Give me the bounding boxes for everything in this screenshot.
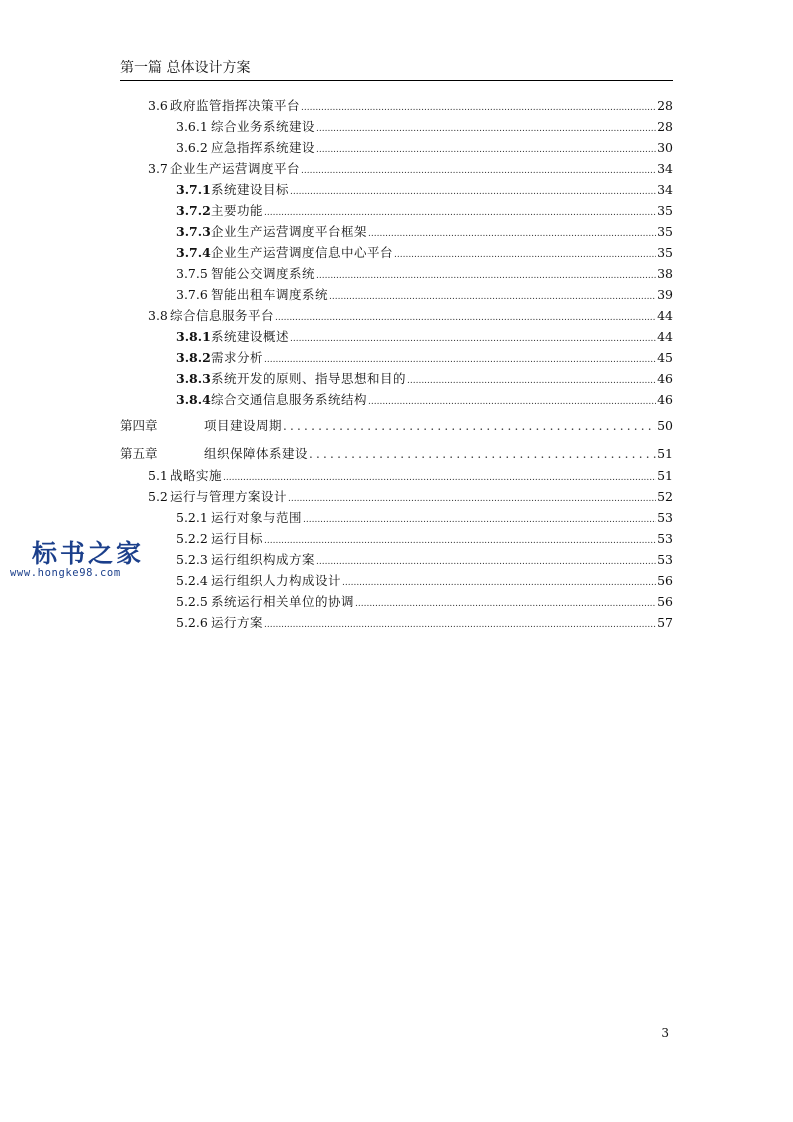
toc-number: 3.7.1 <box>176 182 211 197</box>
toc-number: 5.2 <box>148 489 168 504</box>
toc-title: 系统运行相关单位的协调 <box>211 594 355 609</box>
toc-entry-3-7-3[interactable] <box>176 222 673 242</box>
toc-entry-5-2-5[interactable] <box>176 592 673 612</box>
toc-number: 5.2.1 <box>176 510 208 525</box>
toc-number: 5.2.5 <box>176 594 208 609</box>
toc-number: 第四章 <box>120 418 158 433</box>
toc-number: 3.6.2 <box>176 140 208 155</box>
toc-leader <box>329 287 656 307</box>
toc-entry-chapter-4[interactable] <box>120 416 673 436</box>
watermark-logo <box>10 540 155 585</box>
toc-number: 5.2.4 <box>176 573 208 588</box>
toc-page-number: 46 <box>657 392 673 407</box>
toc-title: 运行方案 <box>211 615 264 630</box>
toc-page-number: 53 <box>657 510 673 525</box>
toc-number: 3.7.6 <box>176 287 208 302</box>
toc-page-number: 56 <box>657 594 673 609</box>
toc-page-number: 52 <box>657 489 673 504</box>
toc-title: 战略实施 <box>170 468 223 483</box>
toc-page-number: 35 <box>657 224 673 239</box>
toc-leader <box>283 416 656 436</box>
toc-title: 运行目标 <box>211 531 264 546</box>
toc-page-number: 39 <box>657 287 673 302</box>
toc-entry-3-8-1[interactable] <box>176 327 673 347</box>
toc-leader <box>264 531 656 551</box>
toc-leader <box>316 119 656 139</box>
toc-page-number: 38 <box>657 266 673 281</box>
toc-title: 企业生产运营调度平台 <box>170 161 301 176</box>
toc-number: 3.7 <box>148 161 168 176</box>
toc-entry-3-7-1[interactable] <box>176 180 673 200</box>
toc-entry-chapter-5[interactable] <box>120 444 673 464</box>
toc-page-number: 34 <box>657 161 673 176</box>
toc-title: 企业生产运营调度平台框架 <box>211 224 368 239</box>
toc-leader <box>223 468 656 488</box>
toc-title: 系统开发的原则、指导思想和目的 <box>211 371 407 386</box>
toc-entry-3-8-2[interactable] <box>176 348 673 368</box>
toc-title: 运行组织构成方案 <box>211 552 316 567</box>
toc-leader <box>303 510 656 530</box>
toc-entry-5-2-3[interactable] <box>176 550 673 570</box>
toc-leader <box>301 98 656 118</box>
toc-title: 需求分析 <box>211 350 264 365</box>
toc-leader <box>368 392 656 412</box>
toc-page-number: 35 <box>657 245 673 260</box>
toc-page-number: 28 <box>657 119 673 134</box>
toc-page-number: 50 <box>657 418 673 433</box>
toc-page-number: 45 <box>657 350 673 365</box>
toc-leader <box>316 266 656 286</box>
toc-number: 3.7.4 <box>176 245 211 260</box>
toc-number: 5.1 <box>148 468 168 483</box>
toc-number: 3.7.5 <box>176 266 208 281</box>
toc-page-number: 53 <box>657 552 673 567</box>
toc-entry-3-7[interactable] <box>148 159 673 179</box>
toc-leader <box>355 594 656 614</box>
toc-page-number: 51 <box>657 446 673 461</box>
toc-page-number: 51 <box>657 468 673 483</box>
toc-title: 运行组织人力构成设计 <box>211 573 342 588</box>
page-number: 3 <box>661 1026 669 1040</box>
toc-entry-5-1[interactable] <box>148 466 673 486</box>
toc-leader <box>264 615 656 635</box>
toc-title: 系统建设目标 <box>211 182 290 197</box>
toc-page-number: 53 <box>657 531 673 546</box>
toc-leader <box>394 245 656 265</box>
toc-entry-3-7-5[interactable] <box>176 264 673 284</box>
toc-number: 3.6 <box>148 98 168 113</box>
toc-number: 5.2.3 <box>176 552 208 567</box>
header-title: 第一篇 总体设计方案 <box>120 60 251 76</box>
toc-page-number: 44 <box>657 329 673 344</box>
toc-leader <box>368 224 656 244</box>
toc-entry-5-2-6[interactable] <box>176 613 673 633</box>
toc-entry-3-6-2[interactable] <box>176 138 673 158</box>
toc-title: 政府监管指挥决策平台 <box>170 98 301 113</box>
toc-number: 3.8.1 <box>176 329 211 344</box>
toc-title: 运行与管理方案设计 <box>170 489 288 504</box>
toc-leader <box>264 350 656 370</box>
toc-leader <box>309 444 656 464</box>
toc-page-number: 35 <box>657 203 673 218</box>
toc-number: 第五章 <box>120 446 158 461</box>
toc-number: 3.6.1 <box>176 119 208 134</box>
toc-leader <box>316 552 656 572</box>
toc-title: 综合业务系统建设 <box>211 119 316 134</box>
toc-number: 5.2.6 <box>176 615 208 630</box>
toc-number: 3.8 <box>148 308 168 323</box>
toc-title: 企业生产运营调度信息中心平台 <box>211 245 394 260</box>
toc-title: 系统建设概述 <box>211 329 290 344</box>
toc-number: 3.8.4 <box>176 392 211 407</box>
toc-entry-3-7-2[interactable] <box>176 201 673 221</box>
toc-title: 智能公交调度系统 <box>211 266 316 281</box>
toc-page-number: 30 <box>657 140 673 155</box>
toc-number: 3.8.2 <box>176 350 211 365</box>
toc-leader <box>301 161 656 181</box>
toc-entry-3-8[interactable] <box>148 306 673 326</box>
toc-page-number: 44 <box>657 308 673 323</box>
toc-title: 应急指挥系统建设 <box>211 140 316 155</box>
toc-number: 3.8.3 <box>176 371 211 386</box>
toc-leader <box>342 573 656 593</box>
toc-title: 运行对象与范围 <box>211 510 303 525</box>
toc-entry-3-6-1[interactable] <box>176 117 673 137</box>
toc-entry-5-2-2[interactable] <box>176 529 673 549</box>
toc-page-number: 46 <box>657 371 673 386</box>
watermark-url: www.hongke98.com <box>10 567 121 579</box>
toc-leader <box>407 371 656 391</box>
toc-entry-3-8-4[interactable] <box>176 390 673 410</box>
toc-entry-3-6[interactable] <box>148 96 673 116</box>
toc-entry-3-8-3[interactable] <box>176 369 673 389</box>
toc-leader <box>264 203 656 223</box>
toc-entry-3-7-6[interactable] <box>176 285 673 305</box>
toc-entry-5-2[interactable] <box>148 487 673 507</box>
toc-page-number: 28 <box>657 98 673 113</box>
toc-page-number: 57 <box>657 615 673 630</box>
toc-leader <box>316 140 656 160</box>
toc-number: 3.7.2 <box>176 203 211 218</box>
watermark-brand: 标书之家 <box>32 539 145 568</box>
toc-title: 综合交通信息服务系统结构 <box>211 392 368 407</box>
toc-number: 3.7.3 <box>176 224 211 239</box>
toc-entry-3-7-4[interactable] <box>176 243 673 263</box>
toc-title: 智能出租车调度系统 <box>211 287 329 302</box>
toc-title: 综合信息服务平台 <box>170 308 275 323</box>
toc-title: 项目建设周期 <box>204 418 283 433</box>
toc-leader <box>290 182 656 202</box>
toc-leader <box>288 489 656 509</box>
toc-title: 组织保障体系建设 <box>204 446 309 461</box>
toc-leader <box>275 308 656 328</box>
toc-entry-5-2-4[interactable] <box>176 571 673 591</box>
toc-number: 5.2.2 <box>176 531 208 546</box>
toc-page-number: 34 <box>657 182 673 197</box>
toc-leader <box>290 329 656 349</box>
toc-page-number: 56 <box>657 573 673 588</box>
toc-title: 主要功能 <box>211 203 264 218</box>
toc-entry-5-2-1[interactable] <box>176 508 673 528</box>
